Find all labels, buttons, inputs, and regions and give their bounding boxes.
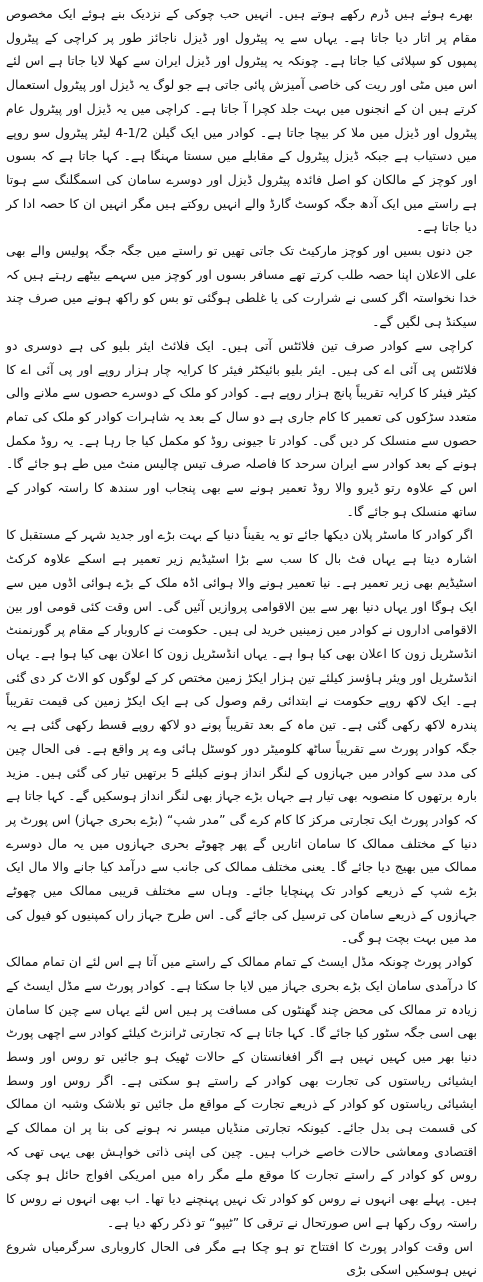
paragraph-port-inauguration: اس وقت کوادر پورٹ کا افتتاح تو ہو چکا ہے مگر فی الحال کاروباری سرگرمیاں شروع نہیں ہوسکیں اسکی بڑی — [6, 1238, 477, 1278]
paragraph-flights-roads: کراچی سے کوادر صرف تین فلائٹس آتی ہیں۔ ایک فلائٹ ایئر بلیو کی ہے دوسری دو فلائٹس پی آئی اے کی ہیں۔ ایئر بلیو بائیکٹر فیئر کا کرایہ چار ہزار روپے اور پی آئی اے کا کیٹر فیئر کا کرایہ تقریباً پانچ ہزار روپے ہے۔ کوادر کو ملک کے دوسرے حصوں سے ملانے والی متعدد سڑکوں کی تعمیر کا کام جاری ہے دو سال کے بعد یہ شاہرات کوادر کو ملک کی تمام حصوں سے منسلک کر دیں گی۔ کوادر تا جیونی روڈ کو مکمل کیا جا رہا ہے۔ یہ روڈ مکمل ہونے کے بعد کوادر سے ایران سرحد کا فاصلہ صرف تیس چالیس منٹ میں طے ہو جائے گا۔ اس کے علاوہ رتو ڈیرو والا روڈ تعمیر ہونے سے بھی پنجاب اور سندھ کا راستہ کوادر کے ساتھ منسلک ہو جائے گا۔ — [6, 337, 477, 519]
paragraph-trade-route: کوادر پورٹ چونکہ مڈل ایسٹ کے تمام ممالک کے راستے میں آتا ہے اس لئے ان تمام ممالک کا درآمدی سامان ایک بڑے بحری جہاز میں لایا جا سکتا ہے۔ کوادر پورٹ سے مڈل ایسٹ کے زیادہ تر ممالک کی محض چند گھنٹوں کی مسافت پر ہیں اس لئے یہاں سے چین کا سامان بھی اسی جگہ سٹور کیا جائے گا۔ کہا جاتا ہے کہ تجارتی ٹرانزٹ کیلئے کوادر سے اچھی پورٹ دنیا بھر میں کہیں نہیں ہے اگر افغانستان کے حالات ٹھیک ہو جائیں تو روس اور وسط ایشیائی ریاستوں کی تجارت بھی کوادر کے راستے ہو سکتی ہے۔ اگر روس اور وسط ایشیائی ریاستوں کو کوادر کے ذریعے تجارت کے مواقع مل جائیں تو بلاشک وشبہ ان ممالک کی قسمت ہی بدل جائے۔ کیونکہ تجارتی منڈیاں میسر نہ ہونے کی بنا پر ان ممالک کے اقتصادی ومعاشی حالات خاصے خراب ہیں۔ چین کی اپنی ذاتی خواہش بھی یہی تھی کہ روس کو کوادر کے راستے تجارت کا موقع ملے مگر راہ میں امریکی افواج حائل ہو چکی ہیں۔ پہلے بھی انہوں نے روس کو کوادر تک نہیں پہنچنے دیا تھا۔ اب بھی انہوں نے روس کا راستہ روک رکھا ہے اس صورتحال نے ترقی کا ”ٹیپو“ تو ذکر رکھ دیا ہے۔ — [6, 954, 477, 1230]
paragraph-master-plan: اگر کوادر کا ماسٹر پلان دیکھا جائے تو یہ یقیناً دنیا کے بہت بڑے اور جدید شہر کے مستقبل کا اشارہ دیتا ہے یہاں فٹ بال کا سب سے بڑا اسٹیڈیم زیر تعمیر ہے اسکے علاوہ کرکٹ اسٹیڈیم بھی زیر تعمیر ہے۔ نیا تعمیر ہونے والا ہوائی اڈہ ملک کے بڑے ہوائی اڈوں میں سے ایک ہوگا اور یہاں دنیا بھر سے بین الاقوامی پروازیں آئیں گی۔ اس وقت کئی قومی اور بین الاقوامی اداروں نے کوادر میں زمینیں خرید لی ہیں۔ حکومت نے کاروبار کے مقام پر گورنمنٹ انڈسٹریل زون کا اعلان بھی کیا ہوا ہے۔ یہاں انڈسٹریل زون کا اعلان بھی کیا ہوا ہے۔ یہاں انڈسٹریل اور ویئر ہاؤسز کیلئے تین ہزار ایکڑ زمین مختص کر کے لوگوں کو الاٹ کر دی گئی ہے۔ ایک لاکھ روپے حکومت نے ابتدائی رقم وصول کی ہے ایک ایکڑ زمین کی قیمت تقریباً پندرہ لاکھ رکھی گئی ہے۔ تین ماہ کے بعد تقریباً پونے دو لاکھ روپے قسط رکھی گئی ہے یہ جگہ کوادر پورٹ سے تقریباً ساٹھ کلومیٹر دور کوسٹل ہائی وے پر واقع ہے۔ فی الحال چین کی مدد سے کوادر میں جہازوں کے لنگر انداز ہونے کیلئے 5 برتھیں تیار کی گئی ہیں۔ مزید بارہ برتھوں کا منصوبہ بھی تیار ہے جہاں بڑے جہاز بھی لنگر انداز ہوسکیں گے۔ کہا جاتا ہے کہ کوادر پورٹ ایک تجارتی مرکز کا کام کرے گی ”مدر شپ“ (بڑے بحری جہاز) اس پورٹ پر دنیا کے مختلف ممالک کا سامان اتاریں گے پھر چھوٹے بحری جہازوں میں یہ مال دوسرے ممالک میں بھیج دیا جائے گا۔ یعنی مختلف ممالک کی جانب سے درآمد کیا جانے والا مال ایک بڑے شپ کے ذریعے کوادر تک پہنچایا جائے۔ وہاں سے مختلف قریبی ممالک میں چھوٹے جہازوں کے ذریعے سامان کی ترسیل کی جائے گی۔ اس طرح جہاز راں کمپنیوں کو فیول کی مد میں بہت بچت ہو گی۔ — [6, 527, 477, 946]
article-body — [6, 2, 477, 1282]
paragraph-smuggling: بھرے ہوئے ہیں ڈرم رکھے ہوتے ہیں۔ انہیں حب چوکی کے نزدیک بنے ہوئے ایک مخصوص مقام پر اتار دیا جاتا ہے۔ یہاں سے یہ پیٹرول اور ڈیزل ناجائز طور پر کراچی کے پیٹرول پمپوں کو سپلائی کیا جاتا ہے۔ چونکہ یہ پیٹرول اور ڈیزل ایران سے کھلا لایا جاتا ہے اس لئے اس میں مٹی اور ریت کی خاصی آمیزش پائی جاتی ہے جو لوگ یہ ڈیزل اور پیٹرول استعمال کرتے ہیں ان کے انجنوں میں بہت جلد کچرا آ جاتا ہے۔ کراچی میں یہ ڈیزل اور پیٹرول عام پیٹرول اور ڈیزل میں ملا کر بیچا جاتا ہے۔ کوادر میں ایک گیلن 1/2-4 لیٹر پیٹرول سو روپے میں دستیاب ہے جبکہ ڈیزل پیٹرول کے مقابلے میں سستا مہنگا ہے۔ کہا جاتا ہے کہ بسوں اور کوچز کے مالکان کو اصل فائدہ پیٹرول ڈیزل اور دوسرے سامان کی اسمگلنگ سے ہوتا ہے راستے میں ایک آدھ جگہ کوسٹ گارڈ والے انہیں روکتے ہیں مگر انہیں ان کا حصہ ادا کر دیا جاتا ہے۔ — [6, 6, 477, 235]
paragraph-police-extortion: جن دنوں بسیں اور کوچز مارکیٹ تک جاتی تھیں تو راستے میں جگہ جگہ پولیس والے بھی علی الاعلان اپنا حصہ طلب کرتے تھے مسافر بسوں اور کوچز میں سہمے بیٹھے رہتے ہیں کہ خدا نخواستہ اگر کسی نے شرارت کی یا غلطی ہوگئی تو بس کو راکھ ہونے میں صرف چند سیکنڈ ہی لگیں گے۔ — [6, 243, 477, 330]
